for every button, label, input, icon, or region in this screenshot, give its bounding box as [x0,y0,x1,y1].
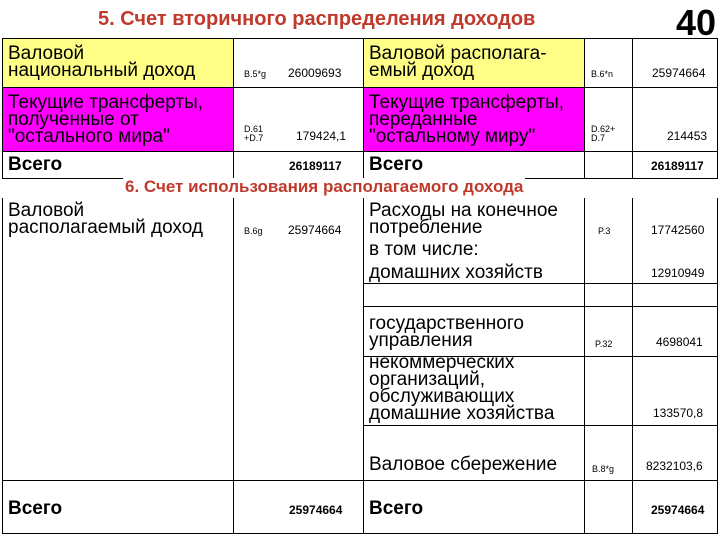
total-label: Всего [369,498,424,519]
consumption-label: Расходы на конечное потребление [369,200,558,238]
transfers-received-code: D.61 +D.7 [244,124,264,143]
section5-title: 5. Счет вторичного распределения доходов [98,8,536,30]
government-label: государственного управления [369,313,524,351]
gdi-label: Валовой располагаемый доход [8,200,203,238]
government-code: P.32 [595,339,613,349]
page-number: 40 [676,2,717,43]
column-divider [632,198,633,534]
column-divider [363,198,364,534]
total-value: 26189117 [651,159,704,173]
npish-value: 133570,8 [653,406,704,420]
column-divider [2,198,3,534]
row-divider [363,283,718,284]
government-value: 4698041 [656,335,703,349]
column-divider [2,38,3,178]
row-divider [363,425,718,426]
transfers-received-label: Текущие трансферты, полученные от "остального мира" [8,92,204,147]
row-divider [363,306,718,307]
gndi-code: B.6*n [591,69,614,79]
row-divider [2,480,718,481]
total-label: Всего [8,498,63,519]
saving-code: B.8*g [592,464,615,474]
npish-label: некоммерческих организаций, обслуживающих домашние хозяйства [369,352,555,424]
gndi-label: Валовой располага- емый доход [369,43,547,81]
consumption-code: P.3 [598,226,611,236]
column-divider [584,38,585,178]
households-value: 12910949 [651,266,705,280]
gni-value: 26009693 [288,66,342,80]
transfers-paid-value: 214453 [667,129,708,143]
total-value: 25974664 [651,503,705,517]
total-label: Всего [8,154,63,175]
total-value: 26189117 [289,159,342,173]
households-label: домашних хозяйств [369,262,543,283]
transfers-received-value: 179424,1 [296,129,347,143]
table6-bottom-border [2,533,718,534]
column-divider [584,198,585,534]
table5-top-border [2,38,718,39]
gni-code: B.5*g [244,69,267,79]
transfers-paid-code: D.62+ D.7 [591,124,616,143]
gdi-code: B.6g [244,226,263,236]
column-divider [233,38,234,178]
row-divider [2,87,718,88]
total-label: Всего [369,154,424,175]
column-divider [632,38,633,178]
saving-value: 8232103,6 [646,459,703,473]
column-divider [717,198,718,534]
total-value: 25974664 [289,503,343,517]
saving-label: Валовое сбережение [369,454,558,475]
gni-label: Валовой национальный доход [8,43,196,81]
consumption-value: 17742560 [651,223,705,237]
transfers-paid-label: Текущие трансферты, переданные "остальному миру" [369,92,565,147]
column-divider [363,38,364,178]
column-divider [233,198,234,534]
gdi-value: 25974664 [288,223,342,237]
including-label: в том числе: [369,239,479,260]
column-divider [717,38,718,178]
row-divider [2,151,718,152]
gndi-value: 25974664 [652,66,706,80]
section6-title: 6. Счет использования располагаемого дохода [125,177,524,196]
